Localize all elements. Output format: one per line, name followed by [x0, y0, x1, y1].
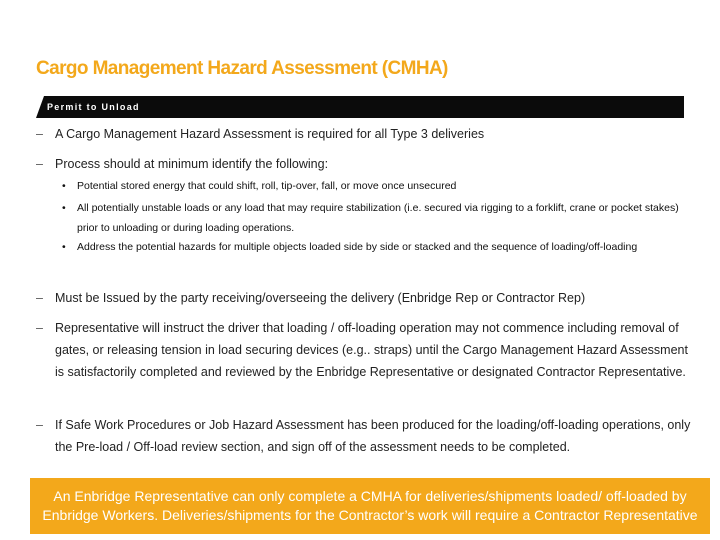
bullet-item — [36, 317, 696, 383]
bullet-text: If Safe Work Procedures or Job Hazard Assessment has been produced for the loading/off-loading operations, only the Pre-load / Off-load review section, and sign off of the assessment needs to be completed. — [55, 418, 691, 454]
sub-bullet-item — [62, 237, 688, 257]
sub-bullet-text: Address the potential hazards for multiple objects loaded side by side or stacked and the sequence of loading/off-loading — [77, 241, 638, 253]
dot-bullet-icon: • — [62, 180, 66, 192]
bullet-item — [36, 123, 696, 145]
sub-bullet-text: All potentially unstable loads or any load that may require stabilization (i.e. secured via rigging to a forklift, crane or pocket stakes) prior to unloading or during loading operations. — [77, 202, 679, 234]
sub-bullet-item — [62, 198, 688, 238]
callout-text: An Enbridge Representative can only complete a CMHA for deliveries/shipments loaded/ off-loaded by Enbridge Workers. Deliveries/shipments for the Contractor’s work will require a Contractor Representative — [42, 487, 698, 523]
dash-bullet-icon: – — [36, 418, 43, 432]
dash-bullet-icon: – — [36, 291, 43, 305]
sub-bullet-text: Potential stored energy that could shift, roll, tip-over, fall, or move once unsecured — [77, 180, 457, 192]
bullet-text: Must be Issued by the party receiving/overseeing the delivery (Enbridge Rep or Contractor Rep) — [55, 291, 586, 305]
dash-bullet-icon: – — [36, 127, 43, 141]
dot-bullet-icon: • — [62, 202, 66, 214]
callout-box — [30, 478, 710, 534]
bullet-item — [36, 414, 696, 458]
bullet-text: Process should at minimum identify the following: — [55, 157, 329, 171]
bullet-item — [36, 287, 696, 309]
sub-bullet-item — [62, 176, 688, 196]
banner-notch — [36, 96, 44, 118]
dash-bullet-icon: – — [36, 321, 43, 335]
page-title: Cargo Management Hazard Assessment (CMHA) — [36, 58, 448, 79]
bullet-item — [36, 153, 696, 175]
bullet-text: Representative will instruct the driver that loading / off-loading operation may not commence including removal of gates, or releasing tension in load securing devices (e.g.. straps) until the Cargo Management Hazard Assessment is satisfactorily completed and reviewed by the Enbridge Representative or designated Contractor Representative. — [55, 321, 688, 379]
banner-label: Permit to Unload — [47, 102, 140, 112]
dash-bullet-icon: – — [36, 157, 43, 171]
dot-bullet-icon: • — [62, 241, 66, 253]
bullet-text: A Cargo Management Hazard Assessment is required for all Type 3 deliveries — [55, 127, 485, 141]
